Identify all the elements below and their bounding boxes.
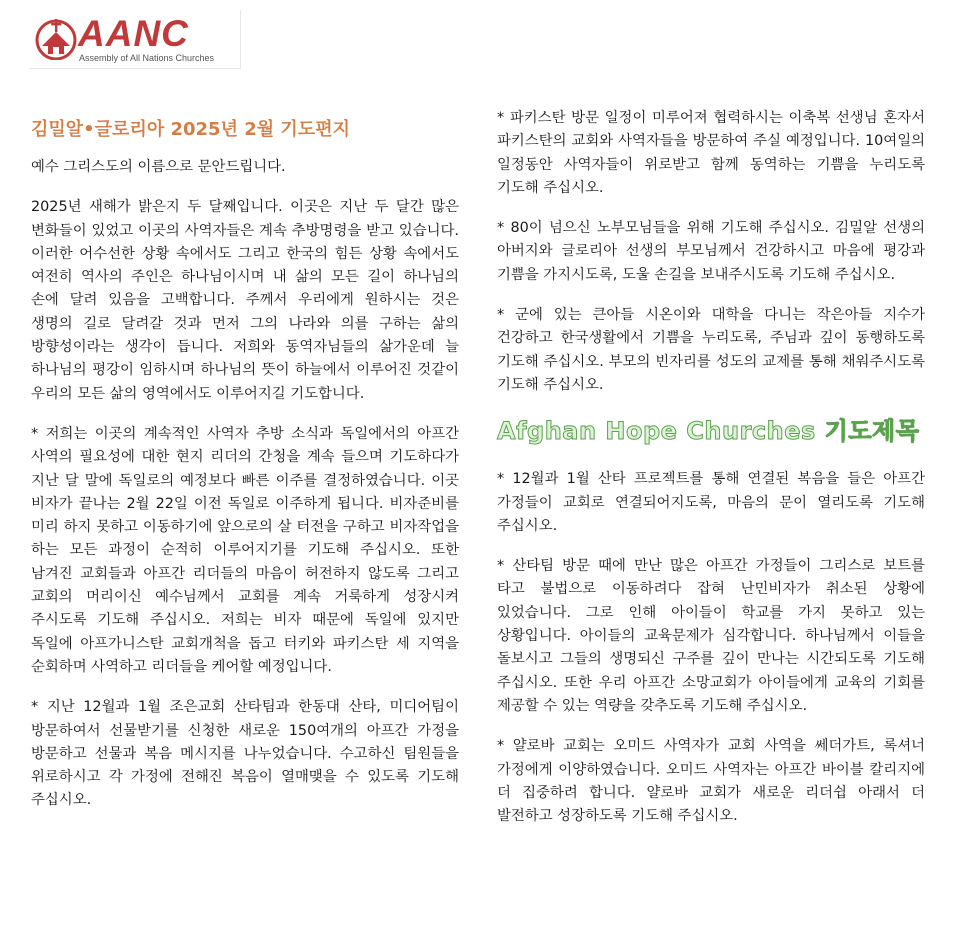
greeting: 예수 그리스도의 이름으로 문안드립니다.: [31, 159, 286, 175]
right-column: [497, 107, 925, 845]
prayer-item: * 산타팀 방문 때에 만난 많은 아프간 가정들이 그리스로 보트를 타고 불법으로 이동하려다 잡혀 난민비자가 취소된 상황에 있었습니다. 그로 인해 아이들이 학교를 가지 못하고 있는 상황입니다. 아이들의 교육문제가 심각합니다. 하나님께서 이들을 돌보시고 그들의 생명되신 구주를 깊이 만나는 시간되도록 기도해 주십시오. 또한 우리 아프간 소망교회가 아이들에게 교육의 기회를 제공할 수 있는 역량을 갖추도록 기도해 주십시오.: [497, 558, 925, 714]
prayer-item: * 얄로바 교회는 오미드 사역자가 교회 사역을 쎄더가트, 록셔너 가정에게 이양하였습니다. 오미드 사역자는 아프간 바이블 칼리지에 더 집중하려 합니다. 얄로바 교회가 새로운 리더쉽 아래서 더 발전하고 성장하도록 기도해 주십시오.: [497, 738, 925, 825]
prayer-item: * 군에 있는 큰아들 시온이와 대학을 다니는 작은아들 지수가 건강하고 한국생활에서 기쁨을 누리도록, 주님과 깊이 동행하도록 기도해 주십시오. 부모의 빈자리를 성도의 교제를 통해 채워주시도록 기도해 주십시오.: [497, 307, 925, 393]
letter-title: 김밀알•글로리아 2025년 2월 기도편지: [31, 119, 350, 140]
prayer-item: * 80이 넘으신 노부모님들을 위해 기도해 주십시오. 김밀알 선생의 아버지와 글로리아 선생의 부모님께서 건강하시고 마음에 평강과 기쁨을 가지시도록, 도울 손길을 보내주시도록 기도해 주십시오.: [497, 220, 925, 283]
section-title: Afghan Hope Churches 기도제목: [497, 417, 920, 446]
prayer-item: * 12월과 1월 산타 프로젝트를 통해 연결된 복음을 들은 아프간 가정들이 교회로 연결되어지도록, 마음의 문이 열리도록 기도해 주십시오.: [497, 471, 925, 534]
prayer-item: * 파키스탄 방문 일정이 미루어져 협력하시는 이축복 선생님 혼자서 파키스탄의 교회와 사역자들을 방문하여 주실 예정입니다. 10여일의 일정동안 사역자들이 위로받고 함께 동역하는 기쁨을 누리도록 기도해 주십시오.: [497, 110, 925, 196]
paragraph: 2025년 새해가 밝은지 두 달째입니다. 이곳은 지난 두 달간 많은 변화들이 있었고 이곳의 사역자들은 계속 추방명령을 받고 있습니다. 이러한 어수선한 상황 속에서도 그리고 한국의 힘든 상황 속에서도 여전히 역사의 주인은 하나님이시며 내 삶의 모든 길이 하나님의 손에 달려 있음을 고백합니다. 주께서 우리에게 원하시는 것은 생명의 길로 달려갈 것과 먼저 그의 나라와 의를 구하는 삶의 방향성이라는 생각이 듭니다. 저희와 동역자님들의 삶가운데 늘 하나님의 평강이 임하시며 하나님의 뜻이 하늘에서 이루어진 것같이 우리의 모든 삶의 영역에서도 이루어지길 기도합니다.: [31, 199, 459, 402]
left-column: [31, 108, 459, 830]
prayer-item: * 저희는 이곳의 계속적인 사역자 추방 소식과 독일에서의 아프간 사역의 필요성에 대한 현지 리더의 간청을 계속 들으며 기도하다가 지난 달 말에 독일로의 예정보다 빠른 이주를 결정하였습니다. 이곳 비자가 끝나는 2월 22일 이전 독일로 이주하게 됩니다. 비자준비를 미리 하지 못하고 이동하기에 앞으로의 살 터전을 구하고 비자작업을 하는 모든 과정이 순적히 이루어지기를 기도해 주십시오. 또한 남겨진 교회들과 아프간 리더들의 마음이 허전하지 않도록 그리고 교회의 머리이신 예수님께서 교회를 계속 거룩하게 성장시켜 주시도록 기도해 주십시오. 저희는 비자 때문에 독일에 있지만 독일에 아프가니스탄 교회개척을 돕고 터키와 파키스탄 세 지역을 순회하며 사역하고 리더들을 케어할 예정입니다.: [31, 425, 459, 675]
logo: [30, 10, 241, 69]
logo-text: AANC: [78, 13, 189, 54]
prayer-item: * 지난 12월과 1월 조은교회 산타팀과 한동대 산타, 미디어팀이 방문하여서 선물받기를 신청한 새로운 150여개의 아프간 가정을 방문하고 선물과 복음 메시지를 나누었습니다. 수고하신 팀원들을 위로하시고 각 가정에 전해진 복음이 열매맺을 수 있도록 기도해 주십시오.: [31, 699, 459, 809]
logo-subtitle: Assembly of All Nations Churches: [79, 53, 215, 63]
church-icon: [34, 16, 78, 60]
